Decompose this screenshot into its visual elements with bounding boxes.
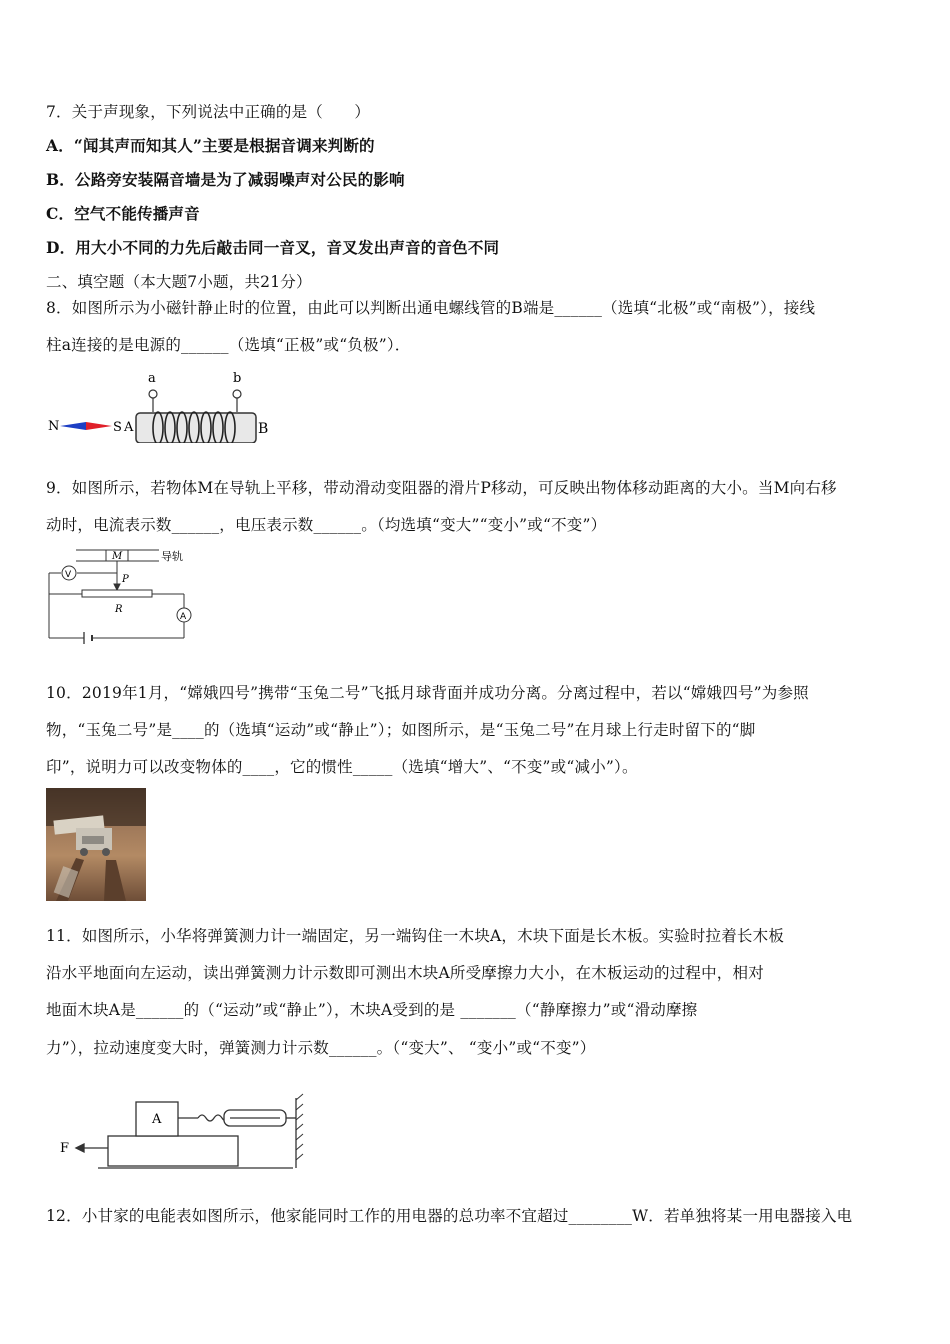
yutu-rover-photo xyxy=(46,788,146,901)
q10-line3: 印”，说明力可以改变物体的____，它的惯性_____（选填“增大”、“不变”或“减小”）。 xyxy=(46,758,638,776)
q7-option-d: D．用大小不同的力先后敲击同一音叉，音叉发出声音的音色不同 xyxy=(46,238,500,257)
label-terminal-a: a xyxy=(148,371,156,386)
q11-line4: 力”），拉动速度变大时，弹簧测力计示数______。（“变大”、 “变小”或“不变”） xyxy=(46,1039,596,1057)
q8-line2: 柱a连接的是电源的______（选填“正极”或“负极”）． xyxy=(46,336,411,354)
label-n: N xyxy=(48,419,60,434)
label-p: P xyxy=(122,574,129,585)
q8-line1: 8．如图所示为小磁针静止时的位置，由此可以判断出通电螺线管的B端是______（选填“北极”或“南极”），接线 xyxy=(46,299,816,317)
wall-hatch xyxy=(296,1094,303,1160)
q9-line2: 动时，电流表示数______，电压表示数______。（均选填“变大”“变小”或“不变”） xyxy=(46,516,607,534)
label-v: V xyxy=(65,570,72,580)
resistor-r xyxy=(82,590,152,597)
label-a-end: A xyxy=(124,420,134,435)
q10-line1: 10．2019年1月，“嫦娥四号”携带“玉兔二号”飞抵月球背面并成功分离。分离过程中，若以“嫦娥四号”为参照 xyxy=(46,684,809,702)
label-rail: 导轨 xyxy=(161,550,183,563)
label-terminal-b: b xyxy=(233,371,242,386)
q9-circuit-figure xyxy=(44,546,204,644)
q12-line1: 12．小甘家的电能表如图所示，他家能同时工作的用电器的总功率不宜超过________W．若单独将某一用电器接入电 xyxy=(46,1207,853,1225)
terminal-a xyxy=(149,390,157,398)
label-a: A xyxy=(180,612,187,622)
label-force-f: F xyxy=(60,1141,70,1156)
q7-option-c: C．空气不能传播声音 xyxy=(46,204,200,223)
label-block-a: A xyxy=(152,1112,162,1127)
q7-stem: 7．关于声现象，下列说法中正确的是（ ） xyxy=(46,103,371,121)
label-r: R xyxy=(115,604,123,615)
q7-option-b: B．公路旁安装隔音墙是为了减弱噪声对公民的影响 xyxy=(46,170,405,189)
terminal-b xyxy=(233,390,241,398)
q9-line1: 9．如图所示，若物体M在导轨上平移，带动滑动变阻器的滑片P移动，可反映出物体移动距离的大小。当M向右移 xyxy=(46,479,837,497)
q11-line2: 沿水平地面向左运动，读出弹簧测力计示数即可测出木块A所受摩擦力大小，在木板运动的过程中，相对 xyxy=(46,964,764,982)
q11-line3: 地面木块A是______的（“运动”或“静止”），木块A受到的是 _______（“静摩擦力”或“滑动摩擦 xyxy=(46,1001,698,1019)
q8-solenoid-figure xyxy=(46,368,276,443)
label-b-end: B xyxy=(258,421,269,437)
q11-friction-figure xyxy=(58,1090,308,1172)
needle-south-half xyxy=(86,422,112,430)
label-m: M xyxy=(112,551,123,562)
label-s: S xyxy=(113,420,122,435)
q7-option-a: A．“闻其声而知其人”主要是根据音调来判断的 xyxy=(46,136,375,155)
needle-north-half xyxy=(60,422,86,430)
long-board xyxy=(108,1136,238,1166)
q11-line1: 11．如图所示，小华将弹簧测力计一端固定，另一端钩住一木块A，木块下面是长木板。实验时拉着长木板 xyxy=(46,927,785,945)
q10-line2: 物，“玉兔二号”是____的（选填“运动”或“静止”）；如图所示，是“玉兔二号”在月球上行走时留下的“脚 xyxy=(46,721,756,739)
section-heading: 二、填空题（本大题7小题，共21分） xyxy=(46,273,312,291)
